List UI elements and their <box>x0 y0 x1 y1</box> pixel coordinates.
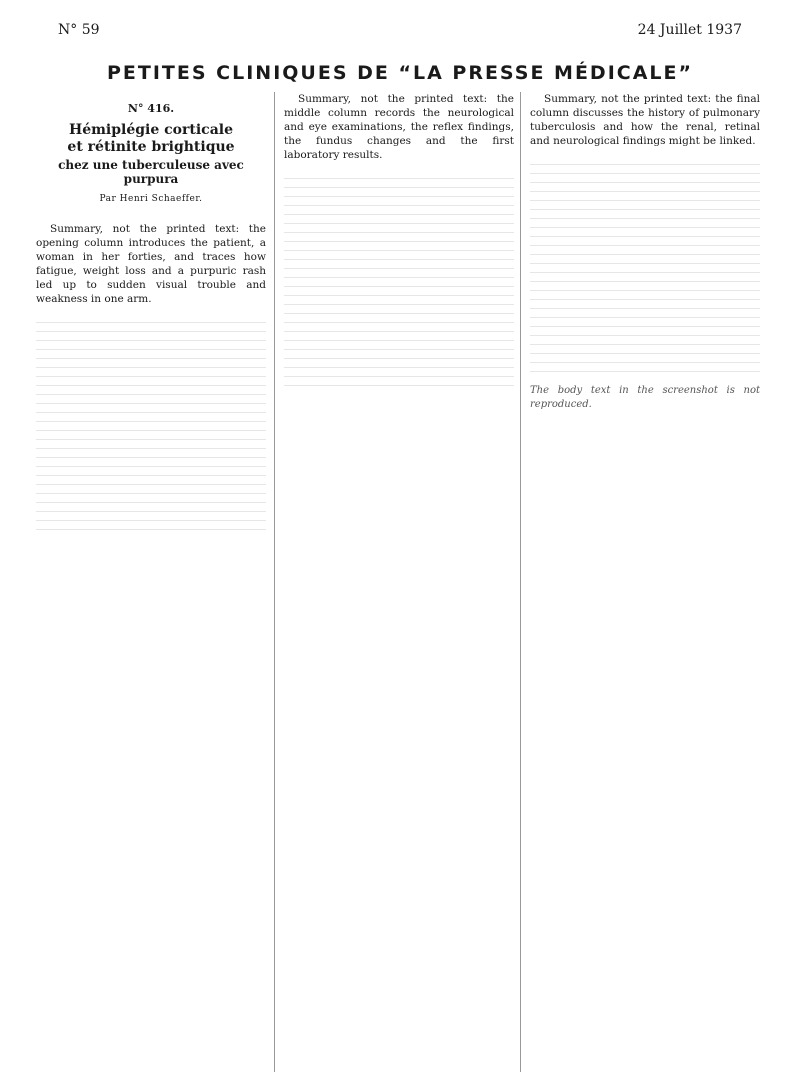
article-author: Par Henri Schaeffer. <box>99 194 203 204</box>
column-3 <box>530 92 760 1072</box>
column-1 <box>36 92 266 1072</box>
column-rule <box>274 92 275 1072</box>
text-placeholder <box>284 170 514 390</box>
article-title: Hémiplégie corticale et rétinite brightique <box>67 122 235 155</box>
summary-col2: Summary, not the printed text: the middle column records the neurological and eye examinations, the reflex findings, the fundus changes and the first laboratory results. <box>284 93 514 161</box>
issue-number: N° 59 <box>58 22 100 38</box>
column-2 <box>284 92 514 1072</box>
issue-date: 24 Juillet 1937 <box>637 22 742 38</box>
running-header <box>58 22 742 40</box>
reproduction-note: The body text in the screenshot is not reproduced. <box>530 385 760 410</box>
article-number: N° 416. <box>127 102 175 115</box>
text-placeholder <box>36 314 266 534</box>
summary-col3: Summary, not the printed text: the final column discusses the history of pulmonary tuberculosis and how the renal, retinal and neurological findings might be linked. <box>530 93 760 147</box>
section-title: PETITES CLINIQUES DE “LA PRESSE MÉDICALE” <box>107 62 693 84</box>
text-placeholder <box>530 156 760 376</box>
column-rule <box>520 92 521 1072</box>
summary-col1: Summary, not the printed text: the opening column introduces the patient, a woman in her forties, and traces how fatigue, weight loss and a purpuric rash led up to sudden visual trouble and weakness in one arm. <box>36 223 266 305</box>
article-subtitle: chez une tuberculeuse avec purpura <box>58 158 244 186</box>
article-heading <box>36 102 266 206</box>
